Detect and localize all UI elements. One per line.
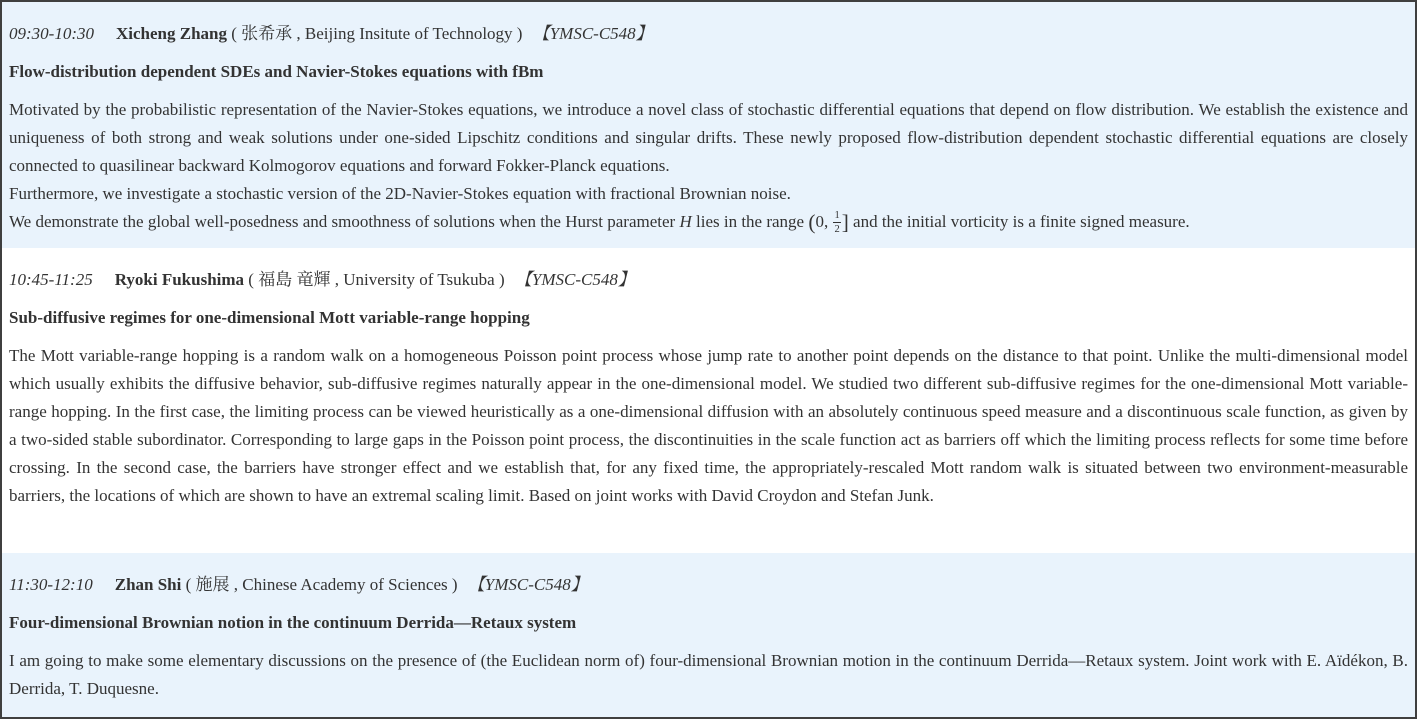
abstract-paragraph: The Mott variable-range hopping is a random walk on a homogeneous Poisson point process whose jump rate to another point depends on the distance to that point. Unlike the multi-dimensional model which usually exhibits the diffusive behavior, sub-diffusive regimes naturally appear in the one-dimensional model. We studied two different sub-diffusive regimes for the one-dimensional Mott variable-range hopping. In the first case, the limiting process can be viewed heuristically as a one-dimensional diffusion with an absolutely continuous speed measure and a discontinuous scale function, as given by a two-sided stable subordinator. Corresponding to large gaps in the Poisson point process, the discontinuities in the scale function act as barriers off which the limiting process reflects for some time before crossing. In the second case, the barriers have stronger effect and we establish that, for any fixed time, the appropriately-rescaled Mott random walk is situated between two environment-measurable barriers, the locations of which are shown to have an extremal scaling limit. Based on joint works with David Croydon and Stefan Junk. — [9, 346, 1408, 505]
one-half-fraction — [833, 210, 840, 235]
abstract-paragraph-3 — [9, 208, 1408, 236]
session-block-3 — [2, 553, 1415, 717]
talk-title: Four-dimensional Brownian notion in the continuum Derrida—Retaux system — [9, 613, 577, 632]
abstract-paragraph-2: Furthermore, we investigate a stochastic version of the 2D-Navier-Stokes equation with fractional Brownian noise. — [9, 184, 791, 203]
interval-close-bracket: ] — [841, 210, 849, 235]
abstract-text — [9, 96, 1408, 236]
interval-start: 0, — [815, 212, 833, 231]
speaker-name: Ryoki Fukushima — [114, 270, 245, 289]
session-header — [9, 571, 1408, 599]
speaker-affiliation: ( 张希承 , Beijing Insitute of Technology ) — [231, 24, 523, 43]
session-block-1 — [2, 2, 1415, 248]
abstract-text — [9, 342, 1408, 510]
abstract-text-tail: and the initial vorticity is a finite signed measure. — [848, 212, 1190, 231]
room-badge: 【YMSC-C548】 — [467, 575, 588, 594]
speaker-name: Zhan Shi — [114, 575, 182, 594]
fraction-denominator: 2 — [834, 224, 840, 236]
session-header — [9, 20, 1408, 48]
abstract-paragraph-1: Motivated by the probabilistic representation of the Navier-Stokes equations, we introduce a novel class of stochastic differential equations that depend on flow distribution. We establish the existence and uniqueness of both strong and weak solutions under one-sided Lipschitz conditions and singular drifts. These newly proposed flow-distribution dependent stochastic differential equations are closely connected to quasilinear backward Kolmogorov equations and forward Fokker-Planck equations. — [9, 100, 1408, 175]
session-time: 11:30-12:10 — [9, 575, 93, 594]
session-block-2 — [2, 248, 1415, 553]
speaker-affiliation: ( 施展 , Chinese Academy of Sciences ) — [185, 575, 458, 594]
session-header — [9, 266, 1408, 294]
hurst-parameter-symbol: H — [679, 212, 692, 231]
speaker-affiliation: ( 福島 竜輝 , University of Tsukuba ) — [248, 270, 505, 289]
speaker-name: Xicheng Zhang — [115, 24, 227, 43]
abstract-text — [9, 647, 1408, 703]
talk-title: Flow-distribution dependent SDEs and Navier-Stokes equations with fBm — [9, 62, 544, 81]
abstract-text-mid: lies in the range — [691, 212, 809, 231]
session-time: 09:30-10:30 — [9, 24, 94, 43]
session-time: 10:45-11:25 — [9, 270, 93, 289]
abstract-paragraph: I am going to make some elementary discussions on the presence of (the Euclidean norm of) four-dimensional Brownian motion in the continuum Derrida—Retaux system. Joint work with E. Aïdékon, B. Derrida, T. Duquesne. — [9, 651, 1408, 698]
room-badge: 【YMSC-C548】 — [532, 24, 653, 43]
interval-open-paren: ( — [808, 210, 816, 235]
room-badge: 【YMSC-C548】 — [514, 270, 635, 289]
fraction-numerator: 1 — [833, 210, 840, 223]
talk-title: Sub-diffusive regimes for one-dimensional Mott variable-range hopping — [9, 308, 530, 327]
abstract-text-lead: We demonstrate the global well-posedness and smoothness of solutions when the Hurst parameter — [9, 212, 680, 231]
